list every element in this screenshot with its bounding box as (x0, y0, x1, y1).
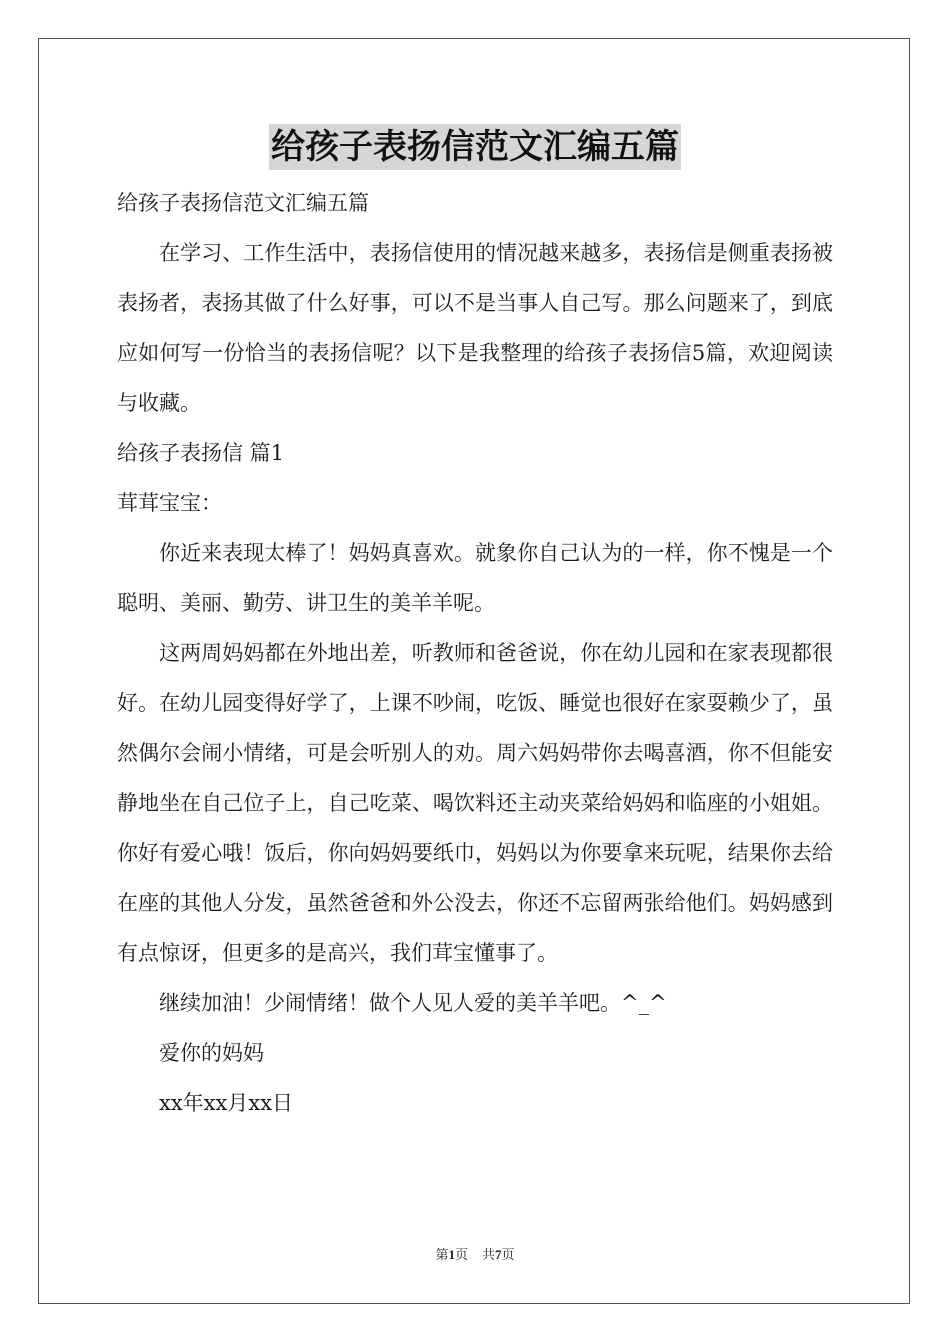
page-number: 1 (448, 1247, 455, 1262)
title-container (0, 124, 950, 170)
total-suffix: 页 (501, 1247, 515, 1262)
salutation: 茸茸宝宝： (117, 491, 222, 515)
intro-paragraph: 在学习、工作生活中，表扬信使用的情况越来越多，表扬信是侧重表扬被表扬者，表扬其做了什么好事，可以不是当事人自己写。那么问题来了，到底应如何写一份恰当的表扬信呢？以下是我整理的给孩子表扬信5篇，欢迎阅读与收藏。 (117, 241, 833, 415)
page-footer (0, 1245, 950, 1265)
page-suffix: 页 (454, 1247, 468, 1262)
closing-paragraph: 继续加油！少闹情绪！做个人见人爱的美羊羊吧。^_^ (159, 991, 667, 1015)
document-body (117, 178, 833, 1128)
section-heading: 给孩子表扬信 篇1 (117, 441, 285, 465)
body-paragraph: 这两周妈妈都在外地出差，听教师和爸爸说，你在幼儿园和在家表现都很好。在幼儿园变得好学了，上课不吵闹，吃饭、睡觉也很好在家耍赖少了，虽然偶尔会闹小情绪，可是会听别人的劝。周六妈妈带你去喝喜酒，你不但能安静地坐在自己位子上，自己吃菜、喝饮料还主动夹菜给妈妈和临座的小姐姐。你好有爱心哦！饭后，你向妈妈要纸巾，妈妈以为你要拿来玩呢，结果你去给在座的其他人分发，虽然爸爸和外公没去，你还不忘留两张给他们。妈妈感到有点惊讶，但更多的是高兴，我们茸宝懂事了。 (117, 641, 833, 965)
date-line: xx年xx月xx日 (159, 1091, 294, 1115)
signature: 爱你的妈妈 (159, 1041, 264, 1065)
total-prefix: 共 (482, 1247, 496, 1262)
total-pages: 7 (495, 1247, 502, 1262)
page-prefix: 第 (435, 1247, 449, 1262)
body-paragraph: 你近来表现太棒了！妈妈真喜欢。就象你自己认为的一样，你不愧是一个聪明、美丽、勤劳、讲卫生的美羊羊呢。 (117, 541, 833, 615)
document-title: 给孩子表扬信范文汇编五篇 (269, 124, 681, 170)
subtitle-line: 给孩子表扬信范文汇编五篇 (117, 191, 369, 215)
